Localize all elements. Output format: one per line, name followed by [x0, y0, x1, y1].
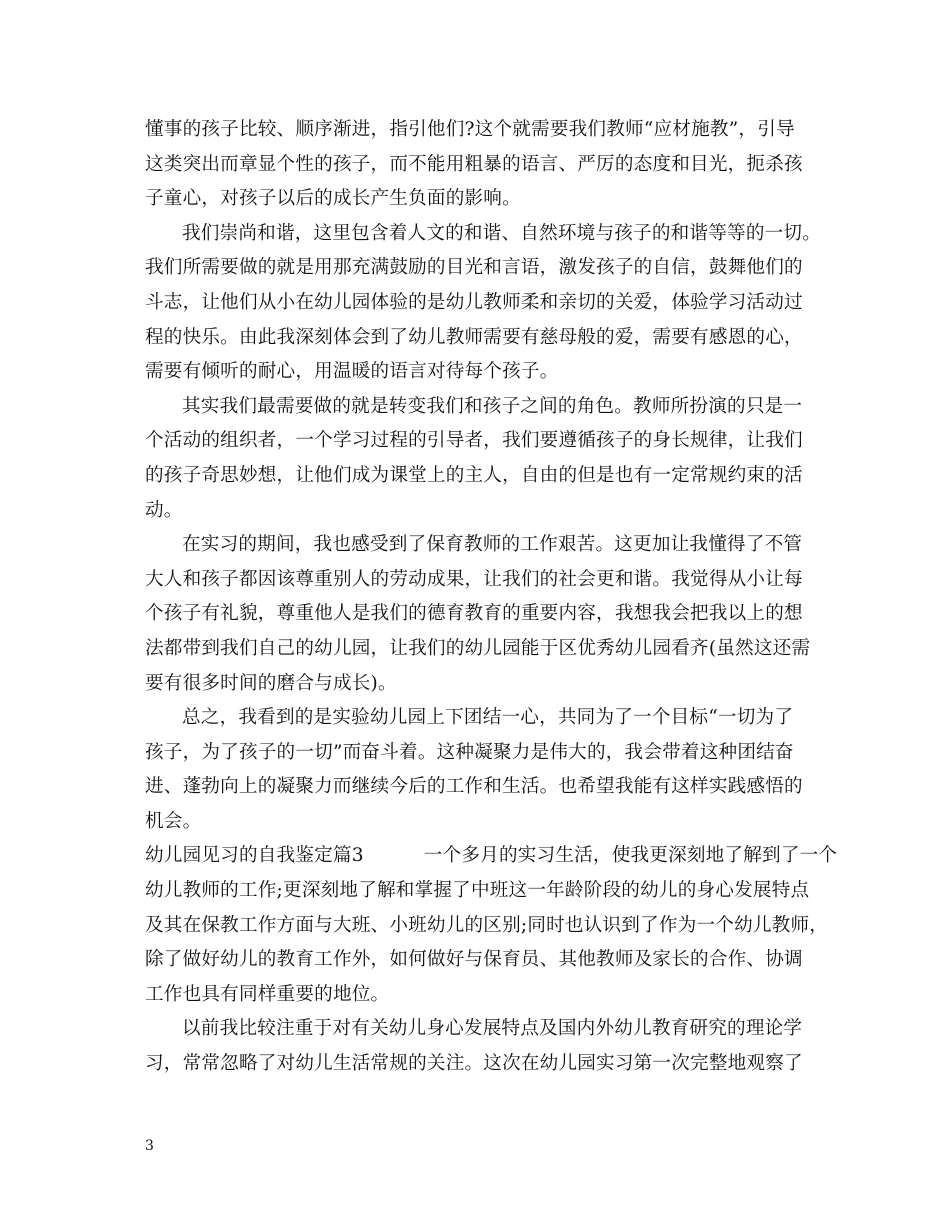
- page-number: 3: [145, 1138, 154, 1154]
- paragraph-start-line: 我们崇尚和谐，这里包含着人文的和谐、自然环境与孩子的和谐等等的一切。: [182, 222, 821, 244]
- text-line: 子童心，对孩子以后的成长产生负面的影响。: [145, 188, 521, 210]
- paragraph-start-line: 以前我比较注重于对有关幼儿身心发展特点及国内外幼儿教育研究的理论学: [182, 1018, 803, 1040]
- section-first-line: 一个多月的实习生活，使我更深刻地了解到了一个: [423, 845, 838, 867]
- paragraph-start-line: 其实我们最需要做的就是转变我们和孩子之间的角色。教师所扮演的只是一: [182, 395, 803, 417]
- text-line: 要有很多时间的磨合与成长)。: [145, 672, 397, 694]
- text-line: 动。: [145, 499, 183, 521]
- text-line: 法都带到我们自己的幼儿园，让我们的幼儿园能于区优秀幼儿园看齐(虽然这还需: [145, 637, 811, 659]
- text-line: 习，常常忽略了对幼儿生活常规的关注。这次在幼儿园实习第一次完整地观察了: [145, 1053, 803, 1075]
- text-line: 我们所需要做的就是用那充满鼓励的目光和言语，激发孩子的自信，鼓舞他们的: [145, 257, 803, 279]
- text-line: 幼儿教师的工作;更深刻地了解和掌握了中班这一年龄阶段的幼儿的身心发展特点: [145, 880, 810, 902]
- text-line: 这类突出而章显个性的孩子，而不能用粗暴的语言、严厉的态度和目光，扼杀孩: [145, 153, 803, 175]
- text-line: 斗志，让他们从小在幼儿园体验的是幼儿教师柔和亲切的关爱，体验学习活动过: [145, 291, 803, 313]
- text-line: 需要有倾听的耐心，用温暖的语言对待每个孩子。: [145, 361, 559, 383]
- document-body: [145, 113, 838, 1082]
- text-line: 及其在保教工作方面与大班、小班幼儿的区别;同时也认识到了作为一个幼儿教师，: [145, 914, 829, 936]
- text-line: 个活动的组织者，一个学习过程的引导者，我们要遵循孩子的身长规律，让我们: [145, 430, 803, 452]
- text-line: 工作也具有同样重要的地位。: [145, 983, 390, 1005]
- text-line: 的孩子奇思妙想，让他们成为课堂上的主人，自由的但是也有一定常规约束的活: [145, 464, 803, 486]
- text-line: 除了做好幼儿的教育工作外，如何做好与保育员、其他教师及家长的合作、协调: [145, 949, 803, 971]
- section-title: 幼儿园见习的自我鉴定篇3: [145, 845, 364, 867]
- text-line: 大人和孩子都因该尊重别人的劳动成果，让我们的社会更和谐。我觉得从小让每: [145, 568, 803, 590]
- section-heading-line: [145, 839, 838, 874]
- text-line: 孩子，为了孩子的一切”而奋斗着。这种凝聚力是伟大的，我会带着这种团结奋: [145, 741, 794, 763]
- text-line: 懂事的孩子比较、顺序渐进，指引他们?这个就需要我们教师“应材施教”，引导: [145, 119, 795, 140]
- paragraph-start-line: 在实习的期间，我也感受到了保育教师的工作艰苦。这更加让我懂得了不管: [182, 534, 803, 556]
- paragraph-start-line: 总之，我看到的是实验幼儿园上下团结一心，共同为了一个目标“一切为了: [182, 707, 794, 729]
- text-line: 进、蓬勃向上的凝聚力而继续今后的工作和生活。也希望我能有这样实践感悟的: [145, 776, 803, 798]
- text-line: 机会。: [145, 810, 202, 832]
- text-line: 个孩子有礼貌，尊重他人是我们的德育教育的重要内容，我想我会把我以上的想: [145, 603, 803, 625]
- text-line: 程的快乐。由此我深刻体会到了幼儿教师需要有慈母般的爱，需要有感恩的心，: [145, 326, 803, 348]
